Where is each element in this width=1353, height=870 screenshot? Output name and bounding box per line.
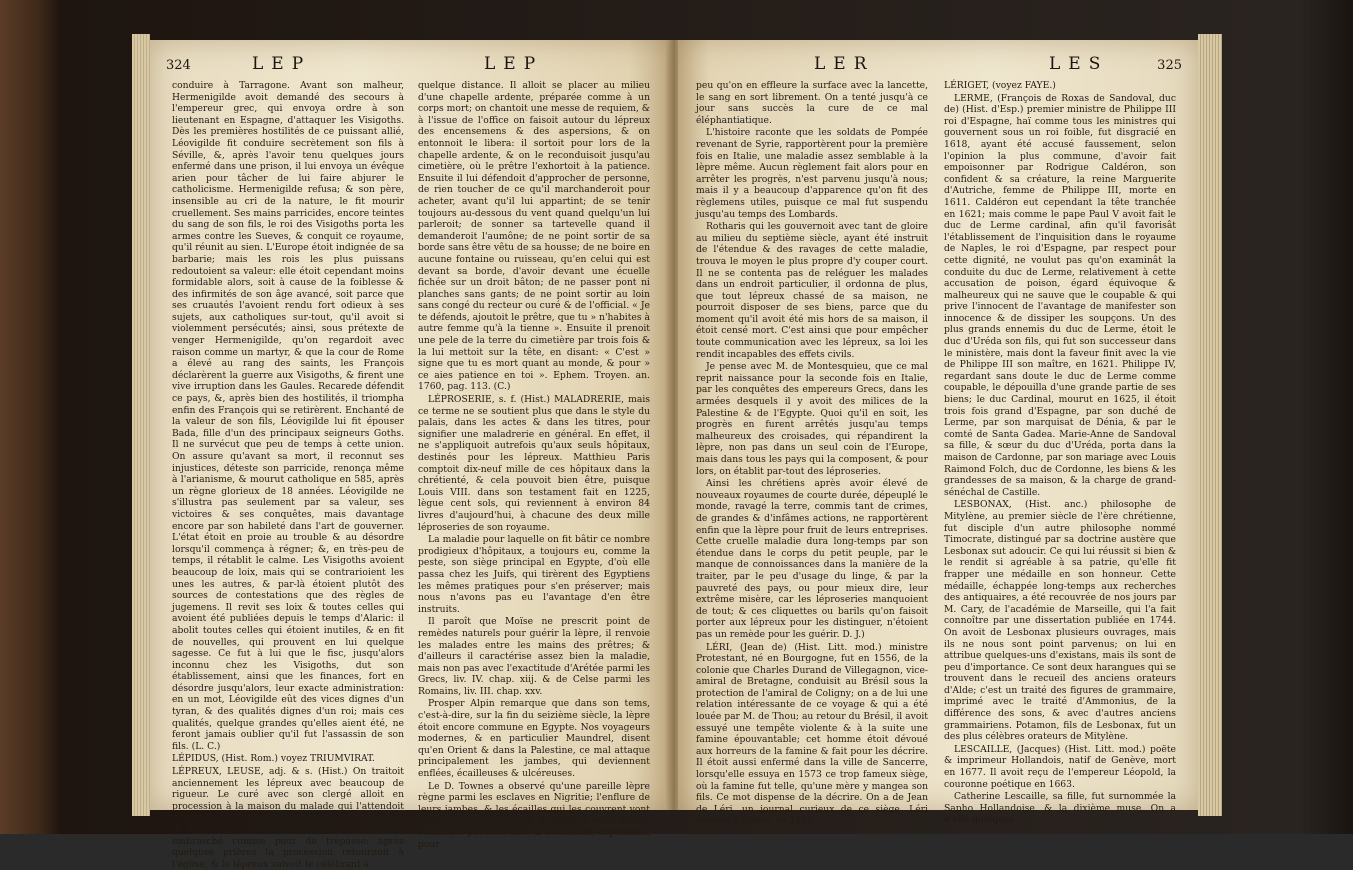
paragraph: Rotharis qui les gouvernoit avec tant de gloire au milieu du septième siècle, ayant été instruit de l'étendue & des ravages de cette maladie, trouva le moyen le plus propre d'y couper court. Il ne se contenta pas de reléguer les malades dans un endroit particulier, il ordonna de plus, que tout lépreux chassé de sa maison, ne pourroit disposer de ses biens, parce que du moment qu'il avoit été mis hors de sa maison, il étoit censé mort. C'est ainsi que pour empêcher toute communication avec les lépreux, sa loi les rendit incapables des effets civils. [696,221,928,360]
entry-lepreux: LÉPREUX, LEUSE, adj. & s. (Hist.) On traitoit anciennement les lépreux avec beaucoup de rigueur. Le curé avec son clergé alloit en procession à la maison du malade qui l'attendoit à la porte, couvert d'un voile noir ou d'une nape; là le lépreux étoit levé son visage couvert & embrasché comme pour de trépasse: après quelques prières la procession retournoit à l'église, & le lépreux suivoit le célébrant à [172,766,404,870]
paragraph: conduire à Tarragone. Avant son malheur, Hermenigilde avoit demandé des secours à l'empereur grec, qui envoya ordre à son lieutenant en Espagne, d'attaquer les Visigoths. Dès les premières hostilités de ce puissant allié, Léovigilde fit conduire secrètement son fils à Séville, &, après l'avoir tenu quelques jours enfermé dans une prison, il lui envoya un évêque arien pour tâcher de lui faire abjurer le catholicisme. Hermenigilde refusa; & son père, insensible au cri de la nature, le fit mourir cruellement. Ses mains parricides, encore teintes du sang de son fils, le roi des Visigoths porta les armes contre les Sueves, & conquit ce royaume, qu'il réunit au sien. L'Europe étoit indignée de sa barbarie; mais les rois les plus puissans redoutoient sa valeur: elle étoit cependant moins formidable alors, soit à cause de la foiblesse & des infirmités de son âge avancé, soit parce que ses cruautés l'avoient rendu fort odieux à ses sujets, aux catholiques sur-tout, qu'il avoit si violemment persécutés; ainsi, sous prétexte de venger Hermenigilde, qu'on regardoit avec raison comme un martyr, & que la cour de Rome a élevé au rang des saints, les François déclarèrent la guerre aux Visigoths, & firent une vive irruption dans les Gaules. Recarede défendit ce pays, &, après bien des hostilités, il triompha enfin des François qui se retirèrent. Enchanté de la valeur de son fils, Léovigilde lui fit épouser Bada, fille d'un des principaux seigneurs Goths. Il ne survécut que peu de temps à cette union. On assure qu'avant sa mort, il reconnut ses injustices, déteste son parricide, renonça même à l'arianisme, & mourut catholique en 585, après un règne glorieux de 18 années. Léovigilde ne s'illustra pas seulement par sa valeur, ses victoires & ses conquêtes, mais davantage encore par son habileté dans l'art de gouverner. L'état étoit en proie au trouble & au désordre lorsqu'il commença à régner; &, en très-peu de temps, il rétablit le calme. Les Visigoths avoient beaucoup de loix, mais qui se contrarioient les unes les autres, & par-là étoient plutôt des sources de contestations que des règles de jugemens. Il revit ses loix & toutes celles qui avoient été publiées depuis le temps d'Alaric: il abolit toutes celles qui étoient inutiles, & en fit de nouvelles, qui prouvent en lui quelque sagesse. Ce fut à lui que le fisc, jusqu'alors inconnu chez les Visigoths, dut son établissement, ainsi que les finances, fort en désordre jusqu'alors, leur exacte administration: en un mot, Léovigilde eût des vices dignes d'un tyran, & des qualités dignes d'un roi; mais ces qualités, quelque grandes qu'elles aient été, ne feront jamais oublier qu'il fut l'assassin de son fils. (L. C.) [172,80,404,752]
right-page [678,40,1198,827]
paragraph: Catherine Lescaille, sa fille, fut surnommée la Sapho Hollandoise, & la dixième muse. On a d'elle quelques [944,791,1176,826]
column-right [944,80,1176,826]
paragraph: Le D. Townes a observé qu'une pareille lèpre règne parmi les esclaves en Nigritie; l'enflure de leurs jambes, & les écailles qui les couvrent vont toujours en augmentant; & quoique cette écorce écailleuse paroisse dure & insensible, cependant, pour [418,780,650,850]
paragraph: Je pense avec M. de Montesquieu, que ce mal reprit naissance pour la seconde fois en Italie, par les conquêtes des empereurs Grecs, dans les armées desquels il y avoit des milices de la Palestine & de l'Egypte. Quoi qu'il en soit, les progrès en furent arrêtés jusqu'au temps malheureux des croisades, qui répandirent la lèpre, non pas dans un seul coin de l'Europe, mais dans tous les pays qui la composent, & pour lors, on établit par-tout des léproseries. [696,361,928,477]
entry-lerme: LERME, (François de Roxas de Sandoval, duc de) (Hist. d'Esp.) premier ministre de Philippe III roi d'Espagne, haï comme tous les ministres qui gouvernent sous un roi foible, fut disgracié en 1618, ayant été accusé faussement, selon l'opinion la plus commune, d'avoir fait empoisonner par Rodrigue Caldéron, son confident & sa créature, la reine Marguerite d'Autriche, femme de Philippe III, morte en 1611. Caldéron eut cependant la tête tranchée en 1621; mais comme le pape Paul V avoit fait le duc de Lerme cardinal, afin qu'il favorisât l'établissement de l'inquisition dans le royaume de Naples, le roi d'Espagne, par respect pour cette dignité, ne voulut pas qu'on examinât la conduite du duc de Lerme, relativement à cette accusation de poison, égard équivoque & malheureux qui ne sauve que le coupable & qui prive l'innocent de l'avantage de manifester son innocence & de dissiper les soupçons. Un des plus grands ennemis du duc de Lerme, étoit le duc d'Uréda son fils, qui fut son successeur dans le ministère, mais dont la faveur finit avec la vie de Philippe III son maître, en 1621. Philippe IV, regardant sans doute le duc de Lerme comme coupable, le dépouilla d'une grande partie de ses biens; le duc Cardinal, mourut en 1625, il étoit trois fois grand d'Espagne, par son duché de Lerme, par son marquisat de Dénia, & par le comté de Santa Gadea. Marie-Anne de Sandoval sa fille, & sœur du duc d'Uréda, porta dans la maison de Cardonne, par son mariage avec Louis Raimond Folch, duc de Cordonne, les biens & les grandesses de sa maison, & la charge de grand-sénéchal de Castille. [944,92,1176,498]
paragraph: peu qu'on en effleure la surface avec la lancette, le sang en sort librement. On a tenté jusqu'à ce jour sans succès la cure de ce mal éléphantiatique. [696,80,928,126]
paragraph: quelque distance. Il alloit se placer au milieu d'une chapelle ardente, préparée comme à un corps mort; on chantoit une messe de requiem, & à l'issue de l'office on faisoit autour du lépreux des encensemens & des aspersions, & on entonnoit le libera: il sortoit pour lors de la chapelle ardente, & on le reconduisoit jusqu'au cimetière, où le prêtre l'exhortoit à la patience. Ensuite il lui défendoit d'approcher de personne, de rien toucher de ce qu'il marchanderoit pour acheter, avant qu'il lui appartint; de se tenir toujours au-dessous du vent quand quelqu'un lui parleroit; de sonner sa tartevelle quand il demanderoit l'aumône; de ne point sortir de sa borde sans être vêtu de sa housse; de ne boire en aucune fontaine ou ruisseau, qu'en celui qui est devant sa borde, d'avoir devant une écuelle fichée sur un droit bâton; de ne passer pont ni planches sans gants; de ne point sortir au loin sans congé du recteur ou curé & de l'official. « Je te défends, ajoutoit le prêtre, que tu » n'habites à autre femme qu'à la tienne ». Ensuite il prenoit une pele de la terre du cimetière par trois fois & la lui mettoit sur la tête, en disant: « C'est » signe que tu es mort quant au monde, & pour » ce aies patience en toi ». Ephem. Troyen. an. 1760, pag. 113. (C.) [418,80,650,393]
paragraph: L'histoire raconte que les soldats de Pompée revenant de Syrie, rapportèrent pour la première fois en Italie, une maladie assez semblable à la lèpre même. Aucun règlement fait alors pour en arrêter les progrès, n'est parvenu jusqu'à nous; mais il y a beaucoup d'apparence qu'on fit des règlemens utiles, puisque ce mal fut suspendu jusqu'au temps des Lombards. [696,127,928,220]
entry-lesbonax: LESBONAX, (Hist. anc.) philosophe de Mitylène, au premier siècle de l'ère chrétienne, fut disciple d'un autre philosophe nommé Timocrate, distingué par sa doctrine austère que Lesbonax sut adoucir. Ce qui lui réussit si bien & le rendit si agréable à sa patrie, qu'elle fit frapper une médaille en son honneur. Cette médaille, échappée long-temps aux recherches des antiquaires, a été recouvrée de nos jours par M. Cary, de l'académie de Marseille, qui l'a fait connoître par une dissertation publiée en 1744. On avoit de Lesbonax plusieurs ouvrages, mais ils ne nous sont point parvenus; on lui en attribue quelques-uns d'existans, mais ils sont de peu d'importance. Ce sont deux harangues qui se trouvent dans le recueil des anciens orateurs d'Alde; c'est un traité des figures de grammaire, imprimé avec le traité d'Ammonius, de la différence des sons, & avec d'autres anciens grammairiens. Potamon, fils de Lesbonax, fut un des plus célèbres orateurs de Mitylène. [944,499,1176,743]
page-stack-left [132,34,150,816]
running-head: LER [814,54,875,74]
running-head: LES [1049,54,1109,74]
entry-lepidus: LÉPIDUS, (Hist. Rom.) voyez TRIUMVIRAT. [172,753,375,765]
entry-leriget: LÉRIGET, (voyez FAYE.) [944,80,1056,91]
running-head: LEP [252,54,312,74]
paragraph: La maladie pour laquelle on fit bâtir ce nombre prodigieux d'hôpitaux, a toujours eu, comme la peste, son siège principal en Egypte, d'où elle passa chez les Juifs, qui tirèrent des Egyptiens les mêmes pratiques pour s'en préserver; mais nous n'avons pas eu l'avantage d'en être instruits. [418,534,650,615]
page-stack-right [1198,34,1222,816]
column-right [418,80,650,850]
entry-leproserie: LÉPROSERIE, s. f. (Hist.) MALADRERIE, mais ce terme ne se soutient plus que dans le style du palais, dans les actes & dans les titres, pour signifier une maladrerie en général. En effet, il ne s'appliquoit autrefois qu'aux seuls hôpitaux, destinés pour les lépreux. Matthieu Paris comptoit dix-neuf mille de ces hôpitaux dans la chrétienté, & cela pouvoit bien être, puisque Louis VIII. dans son testament fait en 1225, lègue cent sols, qui reviennent à environ 84 livres d'aujourd'hui, à chacune des deux mille léproseries de son royaume. [418,394,650,533]
column-left [172,80,404,870]
right-page-header [694,54,1182,78]
page-number: 324 [166,58,191,73]
running-head: LEP [484,54,544,74]
page-number: 325 [1157,58,1182,73]
paragraph: Il paroît que Moïse ne prescrit point de remèdes naturels pour guérir la lèpre, il renvoie les malades entre les mains des prêtres; & d'ailleurs il caractérise assez bien la maladie, mais non pas avec l'exactitude d'Arétée parmi les Grecs, liv. IV. chap. xiij. & de Celse parmi les Romains, liv. III. chap. xxv. [418,616,650,697]
left-page-header [166,54,654,78]
entry-lescaille: LESCAILLE, (Jacques) (Hist. Litt. mod.) poëte & imprimeur Hollandois, natif de Genève, mort en 1677. Il avoit reçu de l'empereur Léopold, la couronne poétique en 1663. [944,743,1176,790]
paragraph: Prosper Alpin remarque que dans son tems, c'est-à-dire, sur la fin du seizième siècle, la lèpre étoit encore commune en Egypte. Nos voyageurs modernes, & en particulier Maundrel, disent qu'en Orient & dans la Palestine, ce mal attaque principalement les jambes, qui deviennent enflées, écailleuses & ulcéreuses. [418,698,650,780]
paragraph: Ainsi les chrétiens après avoir élevé de nouveaux royaumes de courte durée, dépeuplé le monde, ravagé la terre, commis tant de crimes, de grandes & d'infâmes actions, ne rapportèrent enfin que la lèpre pour fruit de leurs entreprises. Cette cruelle maladie dura long-temps par son étendue dans le corps du petit peuple, par le manque de connoissances dans la manière de la traiter, par le peu d'usage du linge, & par la pauvreté des pays, ou pour mieux dire, leur extrême misère, car les léproseries manquoient de tout; & ces cliquettes ou barils qu'on faisoit porter aux lépreux pour les distinguer, n'étoient pas un remède pour les guérir. D. J.) [696,478,928,640]
column-left [696,80,928,827]
entry-leri: LÉRI, (Jean de) (Hist. Litt. mod.) ministre Protestant, né en Bourgogne, fut en 1556, de la colonie que Charles Durand de Villegagnon, vice-amiral de Bretagne, conduisit au Brésil sous la protection de l'amiral de Coligny; on a de lui une relation intéressante de ce voyage & qui a été louée par M. de Thou; au retour du Brésil, il avoit essuyé une tempête violente & à la suite une famine épouvantable; cet homme étoit dévoué aux horreurs de la famine & fait pour les décrire. Il étoit aussi enfermé dans la ville de Sancerre, lorsqu'elle essuya en 1573 ce trop fameux siège, où la famine fut telle, qu'une mère y mangea son fils. Ce mot dispense de la décrire. On a de Jean de Léri, un journal curieux de ce siège. Léri mourut à Berne, en 1611. [696,641,928,827]
left-page [150,40,670,870]
